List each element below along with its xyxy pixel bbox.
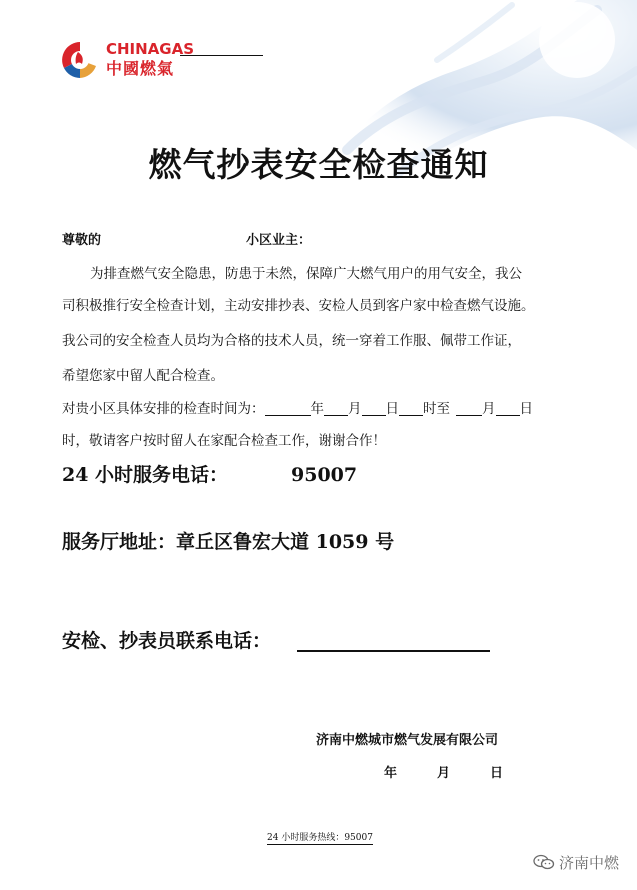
month2-blank (456, 401, 482, 416)
signature-year: 年 (384, 766, 398, 781)
company-name: 济南中燃城市燃气发展有限公司 (316, 733, 499, 748)
schedule-line (62, 400, 580, 418)
signature-day: 日 (490, 766, 504, 781)
header-rule (180, 55, 263, 56)
logo-english-text: CHINAGAS (106, 40, 195, 58)
signature-month: 月 (437, 766, 451, 781)
day-blank (362, 401, 386, 416)
logo-chinese-text: 中國燃氣 (106, 59, 175, 78)
schedule-day-2: 日 (519, 401, 533, 417)
schedule-year: 年 (310, 401, 324, 417)
schedule-line-2: 时，敬请客户按时留人在家配合检查工作，谢谢合作！ (62, 433, 386, 449)
service-hall-address: 服务厅地址：章丘区鲁宏大道 1059 号 (62, 531, 395, 553)
schedule-prefix: 对贵小区具体安排的检查时间为： (62, 401, 265, 417)
paragraph-line-3: 我公司的安全检查人员均为合格的技术人员，统一穿着工作服、佩带工作证， (62, 333, 521, 349)
footer-hotline: 24 小时服务热线：95007 (267, 833, 373, 843)
hotline-number: 95007 (291, 464, 358, 486)
month-blank (324, 401, 348, 416)
page-title: 燃气抄表安全检查通知 (148, 145, 489, 184)
chinagas-flame-icon (60, 40, 100, 80)
schedule-month-2: 月 (482, 401, 496, 417)
wechat-watermark (533, 852, 619, 874)
hotline-label: 24 小时服务电话： (62, 464, 229, 486)
wechat-icon (533, 854, 555, 870)
inspector-phone-label: 安检、抄表员联系电话： (62, 630, 272, 652)
greeting-residents: 小区业主： (246, 233, 312, 248)
day2-blank (496, 401, 520, 416)
year-blank (265, 401, 311, 416)
hour-blank (399, 401, 423, 416)
greeting-salutation: 尊敬的 (62, 233, 102, 248)
paragraph-line-2: 司积极推行安全检查计划，主动安排抄表、安检人员到客户家中检查燃气设施。 (62, 298, 535, 314)
chinagas-logo (60, 40, 270, 80)
paragraph-line-4: 希望您家中留人配合检查。 (62, 368, 224, 384)
schedule-month: 月 (348, 401, 362, 417)
paragraph-line-1: 为排查燃气安全隐患，防患于未然，保障广大燃气用户的用气安全，我公 (90, 266, 522, 282)
schedule-hour-to: 时至 (423, 401, 450, 417)
schedule-day: 日 (385, 401, 399, 417)
inspector-phone-blank (297, 650, 490, 652)
watermark-text: 济南中燃 (558, 854, 619, 872)
